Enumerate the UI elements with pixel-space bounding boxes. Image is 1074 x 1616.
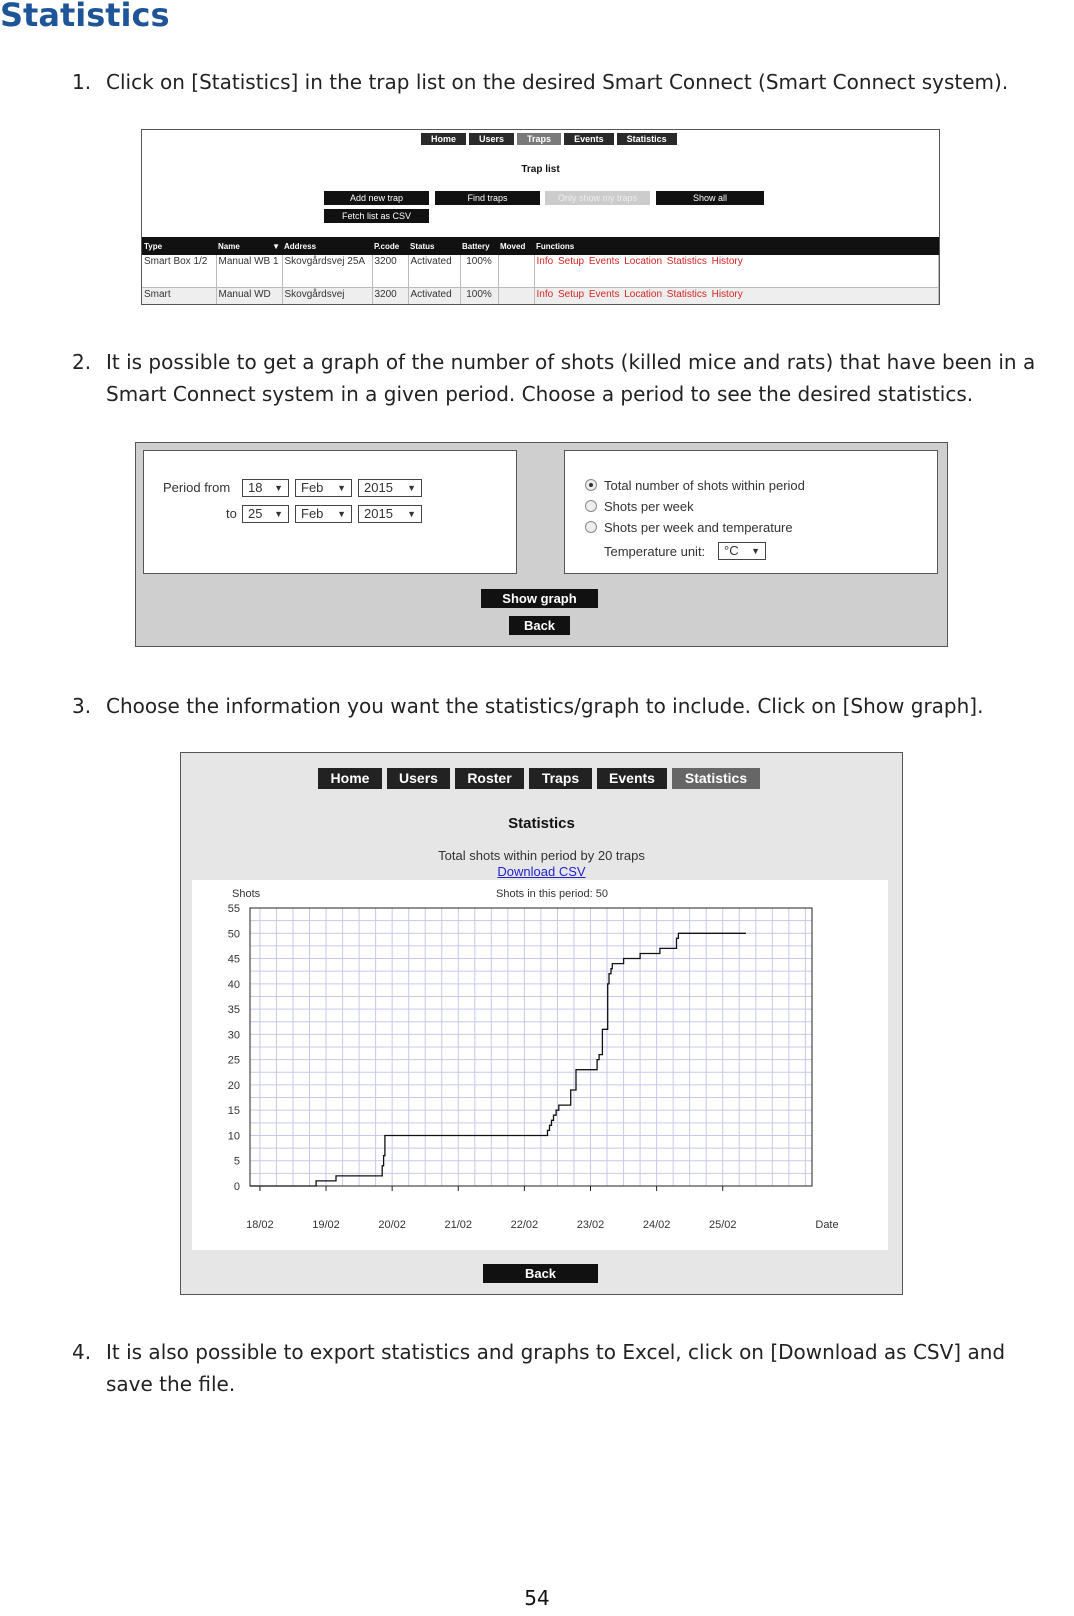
y-tick-label: 30 bbox=[227, 1029, 240, 1042]
step-text: Click on [Statistics] in the trap list on the desired Smart Connect (Smart Connect system). bbox=[106, 70, 1009, 94]
x-tick-label: 20/02 bbox=[378, 1219, 406, 1231]
to-day-select[interactable]: 25 ▼ bbox=[242, 505, 289, 523]
table-header-row bbox=[142, 237, 939, 255]
chart-grid bbox=[250, 908, 812, 1186]
graph-area bbox=[192, 880, 888, 1250]
y-tick-label: 55 bbox=[227, 903, 240, 915]
nav-tab-statistics[interactable]: Statistics bbox=[617, 133, 677, 145]
cell-battery: 100% bbox=[460, 288, 498, 305]
nav-tab-home[interactable]: Home bbox=[318, 768, 382, 789]
back-button[interactable]: Back bbox=[509, 616, 570, 635]
cell-status: Activated bbox=[408, 255, 460, 288]
cell-status: Activated bbox=[408, 288, 460, 305]
y-tick-label: 35 bbox=[227, 1004, 240, 1017]
x-tick-label: 25/02 bbox=[708, 1219, 737, 1231]
option-label-total-shots: Total number of shots within period bbox=[604, 478, 805, 493]
column-header-battery[interactable]: Battery bbox=[460, 237, 498, 255]
temperature-unit-label: Temperature unit: bbox=[604, 544, 706, 559]
dropdown-arrow-icon: ▼ bbox=[407, 509, 416, 519]
column-header-pcode[interactable]: P.code bbox=[372, 237, 408, 255]
nav-tab-traps[interactable]: Traps bbox=[529, 768, 592, 789]
cell-address: Skovgårdsvej bbox=[282, 288, 372, 305]
from-month-select[interactable]: Feb ▼ bbox=[295, 479, 352, 497]
y-tick-label: 15 bbox=[227, 1105, 240, 1118]
cell-name: Manual WD bbox=[216, 288, 282, 305]
y-tick-label: 5 bbox=[233, 1155, 240, 1168]
cell-moved bbox=[498, 288, 534, 305]
period-box bbox=[143, 450, 517, 574]
column-header-moved[interactable]: Moved bbox=[498, 237, 534, 255]
cell-functions-links[interactable]: Info Setup Events Location Statistics History bbox=[534, 255, 939, 288]
nav-tab-traps[interactable]: Traps bbox=[517, 133, 561, 145]
trap-list-title: Trap list bbox=[521, 164, 560, 175]
column-header-type[interactable]: Type bbox=[142, 237, 216, 255]
page-heading: Statistics bbox=[0, 0, 170, 34]
trap-table bbox=[142, 237, 939, 304]
option-label-shots-per-week-temperature: Shots per week and temperature bbox=[604, 520, 793, 535]
step-number: 1. bbox=[72, 70, 92, 94]
step-2 bbox=[72, 346, 1072, 410]
option-label-shots-per-week: Shots per week bbox=[604, 499, 694, 514]
temperature-unit-select[interactable]: °C ▼ bbox=[718, 542, 766, 560]
only-show-my-traps-button[interactable]: Only show my traps bbox=[545, 191, 650, 205]
trap-list-nav bbox=[421, 133, 677, 145]
nav-tab-users[interactable]: Users bbox=[387, 768, 450, 789]
step-text-line2: Smart Connect system in a given period. Choose a period to see the desired statistics. bbox=[106, 382, 974, 406]
x-tick-label: 22/02 bbox=[510, 1219, 539, 1231]
y-tick-label: 45 bbox=[227, 953, 240, 966]
shots-chart bbox=[192, 880, 888, 1250]
step-1 bbox=[72, 66, 1072, 98]
dropdown-arrow-icon: ▼ bbox=[274, 509, 283, 519]
options-box bbox=[564, 450, 938, 574]
cell-moved bbox=[498, 255, 534, 288]
fetch-list-as-csv-button[interactable]: Fetch list as CSV bbox=[324, 209, 429, 223]
y-tick-label: 40 bbox=[227, 978, 240, 991]
show-all-button[interactable]: Show all bbox=[656, 191, 764, 205]
dropdown-arrow-icon: ▼ bbox=[407, 483, 416, 493]
y-tick-label: 20 bbox=[227, 1079, 240, 1092]
back-button[interactable]: Back bbox=[483, 1264, 598, 1283]
x-tick-label: 19/02 bbox=[312, 1219, 340, 1231]
step-4 bbox=[72, 1336, 1072, 1400]
y-tick-label: 50 bbox=[227, 928, 240, 941]
chart-y-label: Shots bbox=[232, 888, 261, 900]
x-tick-label: 18/02 bbox=[246, 1219, 274, 1231]
dropdown-arrow-icon: ▼ bbox=[274, 483, 283, 493]
nav-tab-home[interactable]: Home bbox=[421, 133, 466, 145]
radio-total-shots[interactable] bbox=[585, 479, 597, 491]
y-tick-label: 25 bbox=[227, 1054, 240, 1067]
cell-battery: 100% bbox=[460, 255, 498, 288]
to-year-select[interactable]: 2015 ▼ bbox=[358, 505, 422, 523]
table-row bbox=[142, 255, 939, 288]
statistics-subtitle: Total shots within period by 20 traps bbox=[438, 848, 645, 863]
cell-name: Manual WB 1 bbox=[216, 255, 282, 288]
page-number: 54 bbox=[524, 1586, 550, 1610]
nav-tab-events[interactable]: Events bbox=[564, 133, 614, 145]
dropdown-arrow-icon: ▼ bbox=[337, 483, 346, 493]
cell-pcode: 3200 bbox=[372, 255, 408, 288]
cell-address: Skovgårdsvej 25A bbox=[282, 255, 372, 288]
add-new-trap-button[interactable]: Add new trap bbox=[324, 191, 429, 205]
column-header-functions: Functions bbox=[534, 237, 939, 255]
x-tick-label: 23/02 bbox=[576, 1219, 605, 1231]
radio-shots-per-week-temperature[interactable] bbox=[585, 521, 597, 533]
step-number: 4. bbox=[72, 1340, 92, 1364]
table-row bbox=[142, 288, 939, 305]
period-to-label: to bbox=[226, 506, 237, 521]
step-text-line2: save the file. bbox=[106, 1372, 236, 1396]
from-year-select[interactable]: 2015 ▼ bbox=[358, 479, 422, 497]
step-text-line1: It is possible to get a graph of the number of shots (killed mice and rats) that have been in a bbox=[106, 350, 1036, 374]
period-form-screenshot bbox=[135, 442, 948, 647]
dropdown-arrow-icon: ▼ bbox=[337, 509, 346, 519]
x-tick-label: 21/02 bbox=[444, 1219, 473, 1231]
step-text: Choose the information you want the statistics/graph to include. Click on [Show graph]. bbox=[106, 694, 984, 718]
to-month-select[interactable]: Feb ▼ bbox=[295, 505, 352, 523]
column-header-status[interactable]: Status bbox=[408, 237, 460, 255]
column-header-name[interactable]: Name ▼ bbox=[216, 237, 282, 255]
step-text-line1: It is also possible to export statistics and graphs to Excel, click on [Download as CSV] and bbox=[106, 1340, 1006, 1364]
x-tick-label: 24/02 bbox=[642, 1219, 671, 1231]
y-tick-label: 10 bbox=[227, 1130, 240, 1143]
radio-shots-per-week[interactable] bbox=[585, 500, 597, 512]
nav-tab-users[interactable]: Users bbox=[469, 133, 514, 145]
period-from-label: Period from bbox=[163, 480, 231, 495]
nav-tab-statistics[interactable]: Statistics bbox=[672, 768, 760, 789]
show-graph-button[interactable]: Show graph bbox=[481, 589, 598, 608]
sort-down-icon: ▼ bbox=[272, 241, 280, 251]
chart-title: Shots in this period: 50 bbox=[496, 888, 608, 900]
step-3 bbox=[72, 690, 1072, 722]
statistics-nav bbox=[318, 768, 760, 789]
find-traps-button[interactable]: Find traps bbox=[435, 191, 540, 205]
cell-functions-links[interactable]: Info Setup Events Location Statistics History bbox=[534, 288, 939, 305]
trap-list-screenshot bbox=[141, 129, 940, 305]
cell-type: Smart bbox=[142, 288, 216, 305]
download-csv-link[interactable]: Download CSV bbox=[497, 864, 586, 879]
y-tick-label: 0 bbox=[233, 1181, 240, 1193]
statistics-title: Statistics bbox=[508, 815, 575, 832]
step-number: 3. bbox=[72, 694, 92, 718]
step-number: 2. bbox=[72, 350, 92, 374]
nav-tab-events[interactable]: Events bbox=[597, 768, 667, 789]
column-header-address[interactable]: Address bbox=[282, 237, 372, 255]
dropdown-arrow-icon: ▼ bbox=[751, 546, 760, 556]
cell-pcode: 3200 bbox=[372, 288, 408, 305]
from-day-select[interactable]: 18 ▼ bbox=[242, 479, 289, 497]
cell-type: Smart Box 1/2 bbox=[142, 255, 216, 288]
nav-tab-roster[interactable]: Roster bbox=[455, 768, 524, 789]
chart-x-label: Date bbox=[815, 1219, 839, 1231]
statistics-graph-screenshot bbox=[180, 752, 903, 1295]
